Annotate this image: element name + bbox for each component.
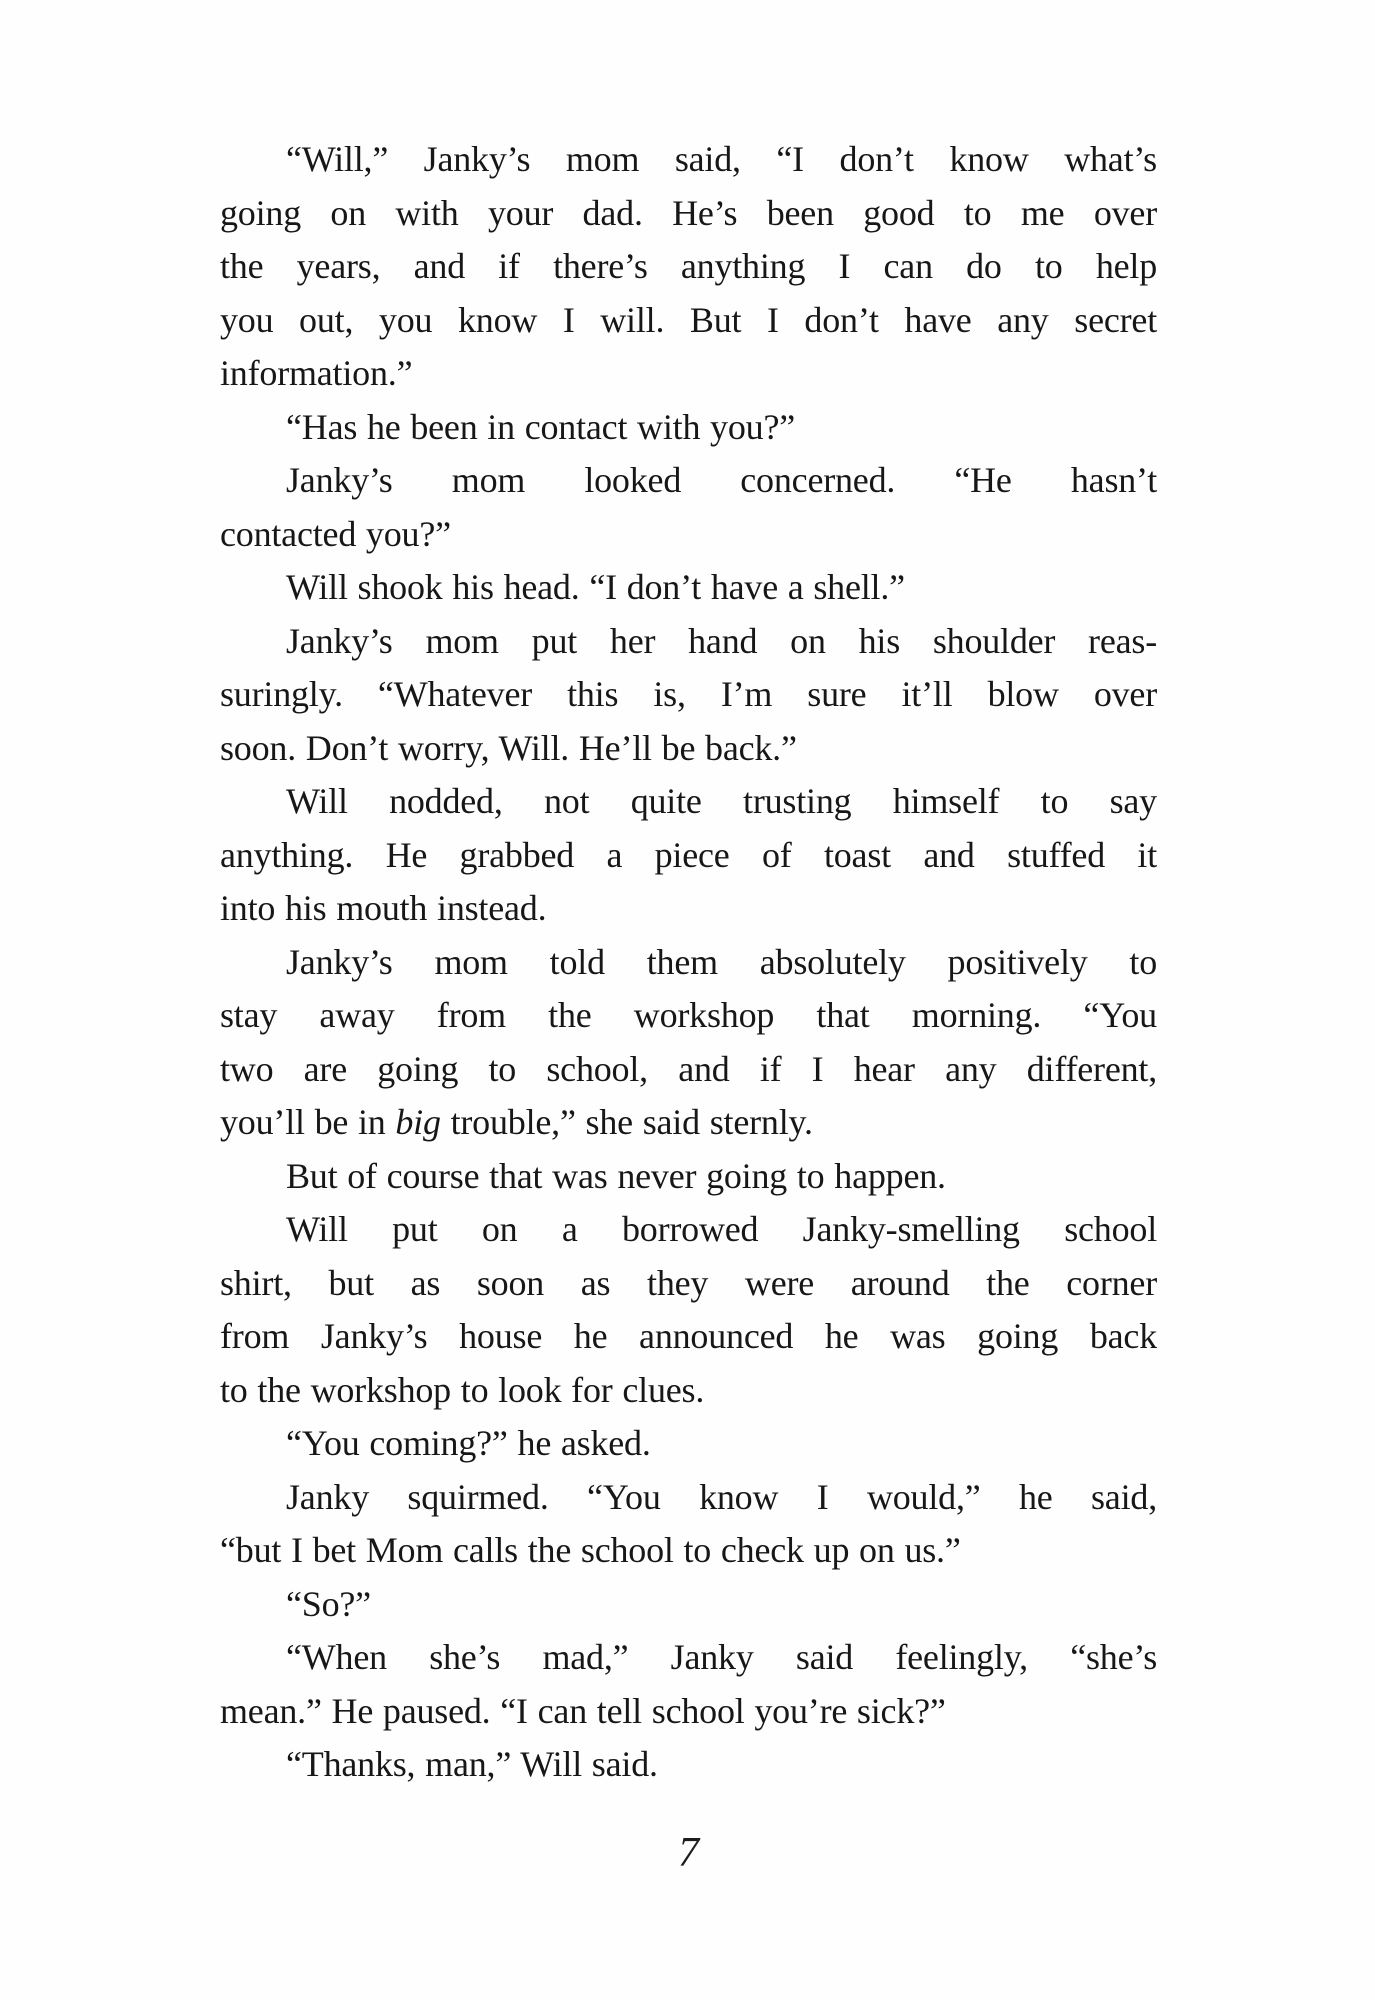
- text-line: stay away from the workshop that morning. “You: [220, 995, 1157, 1035]
- paragraph: [220, 775, 1157, 936]
- text-line: “but I bet Mom calls the school to check up on us.”: [220, 1530, 961, 1570]
- paragraph: [220, 454, 1157, 561]
- text-line: shirt, but as soon as they were around the corner: [220, 1262, 1157, 1303]
- text-line: into his mouth instead.: [220, 888, 547, 928]
- text-line: “Thanks, man,” Will said.: [286, 1744, 658, 1784]
- text-line: the years, and if there’s anything I can do to help: [220, 246, 1157, 286]
- text-line: “Has he been in contact with you?”: [286, 406, 796, 447]
- text-line: Janky’s mom looked concerned. “He hasn’t: [286, 460, 1157, 500]
- text-line: soon. Don’t worry, Will. He’ll be back.”: [220, 727, 797, 768]
- text-line: Will nodded, not quite trusting himself to say: [286, 781, 1157, 821]
- paragraph: [220, 1417, 1157, 1471]
- text-line: “When she’s mad,” Janky said feelingly, “she’s: [286, 1637, 1157, 1677]
- text-line: you out, you know I will. But I don’t have any secret: [220, 299, 1157, 340]
- text-line: Janky squirmed. “You know I would,” he said,: [286, 1476, 1157, 1517]
- text-line: contacted you?”: [220, 513, 451, 554]
- text-line: Janky’s mom put her hand on his shoulder reas-: [286, 620, 1157, 661]
- text-line: “Will,” Janky’s mom said, “I don’t know what’s: [286, 139, 1157, 179]
- paragraph: [220, 1631, 1157, 1738]
- paragraph: [220, 1738, 1157, 1792]
- text-line: anything. He grabbed a piece of toast and stuffed it: [220, 834, 1157, 875]
- paragraph: [220, 1578, 1157, 1632]
- paragraph: [220, 1150, 1157, 1204]
- text-line: information.”: [220, 353, 413, 393]
- paragraph: [220, 936, 1157, 1150]
- text-line: But of course that was never going to happen.: [286, 1155, 946, 1196]
- text-line: two are going to school, and if I hear any different,: [220, 1048, 1157, 1089]
- text-line: Will shook his head. “I don’t have a shell.”: [286, 567, 905, 607]
- text-line: Will put on a borrowed Janky-smelling school: [286, 1209, 1157, 1249]
- text-line: Janky’s mom told them absolutely positively to: [286, 941, 1157, 982]
- paragraph: [220, 1471, 1157, 1578]
- text-line: going on with your dad. He’s been good to me over: [220, 192, 1157, 233]
- text-line: from Janky’s house he announced he was going back: [220, 1316, 1157, 1356]
- paragraph: [220, 561, 1157, 615]
- paragraph: [220, 133, 1157, 401]
- page-number: 7: [678, 1830, 699, 1876]
- text-line: you’ll be in big trouble,” she said sternly.: [220, 1102, 813, 1142]
- paragraph: [220, 615, 1157, 776]
- italic-text: big: [395, 1102, 441, 1142]
- text-line: “So?”: [286, 1583, 371, 1624]
- text-line: “You coming?” he asked.: [286, 1423, 651, 1463]
- paragraph: [220, 1203, 1157, 1417]
- paragraph: [220, 401, 1157, 455]
- text-line: suringly. “Whatever this is, I’m sure it’ll blow over: [220, 674, 1157, 714]
- text-line: mean.” He paused. “I can tell school you’re sick?”: [220, 1690, 946, 1731]
- text-line: to the workshop to look for clues.: [220, 1369, 705, 1410]
- page-text: [220, 133, 1157, 1792]
